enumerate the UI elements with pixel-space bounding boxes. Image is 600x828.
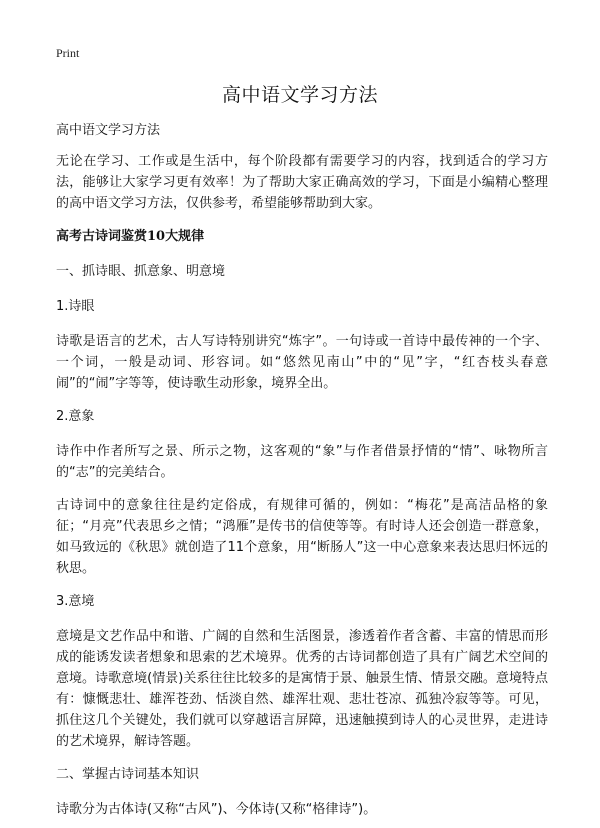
paragraph-imagery-2: 古诗词中的意象往往是约定俗成，有规律可循的，例如：“梅花”是高洁品格的象征；“月亮”代表思乡之情；“鸿雁”是传书的信使等等。有时诗人还会创造一群意象，如马致远的《秋思》就创造了11个意象，用“断肠人”这一中心意象来表达思归怀远的秋思。	[56, 498, 548, 576]
print-link[interactable]: Print	[56, 46, 80, 60]
item-heading-imagery: 2.意象	[56, 409, 95, 424]
article-body	[56, 120, 548, 828]
intro-paragraph: 无论在学习、工作或是生活中，每个阶段都有需要学习的内容，找到适合的学习方法，能够让大家学习更有效率！为了帮助大家正确高效的学习，下面是小编精心整理的高中语文学习方法，仅供参考，希望能够帮助到大家。	[56, 154, 548, 211]
item-heading-artistic-conception: 3.意境	[56, 594, 95, 609]
paragraph-poetry-types: 诗歌分为古体诗(又称“古风”)、今体诗(又称“格律诗”)。	[56, 802, 377, 817]
page-title: 高中语文学习方法	[221, 84, 378, 106]
section-heading-poetry-rules: 高考古诗词鉴赏10大规律	[56, 229, 205, 244]
article-subtitle: 高中语文学习方法	[56, 123, 161, 138]
part-two-heading: 二、掌握古诗词基本知识	[56, 767, 200, 782]
paragraph-imagery-1: 诗作中作者所写之景、所示之物，这客观的“象”与作者借景抒情的“情”、咏物所言的“志”的完美结合。	[56, 444, 548, 480]
item-heading-poem-eye: 1.诗眼	[56, 299, 95, 314]
paragraph-artistic-conception: 意境是文艺作品中和谐、广阔的自然和生活图景，渗透着作者含蓄、丰富的情思而形成的能诱发读者想象和思索的艺术境界。优秀的古诗词都创造了具有广阔艺术空间的意境。诗歌意境(情景)关系往往比较多的是寓情于景、触景生情、情景交融。意境特点有：慷慨悲壮、雄浑苍劲、恬淡自然、雄浑壮观、悲壮苍凉、孤独冷寂等等。可见，抓住这几个关键处，我们就可以穿越语言屏障，迅速触摸到诗人的心灵世界，走进诗的艺术境界，解诗答题。	[56, 629, 548, 749]
paragraph-poem-eye: 诗歌是语言的艺术，古人写诗特别讲究“炼字”。一句诗或一首诗中最传神的一个字、一个词，一般是动词、形容词。如“悠然见南山”中的“见”字，“红杏枝头春意闹”的“闹”字等等，使诗歌生动形象，境界全出。	[56, 334, 548, 391]
part-one-heading: 一、抓诗眼、抓意象、明意境	[56, 264, 226, 279]
